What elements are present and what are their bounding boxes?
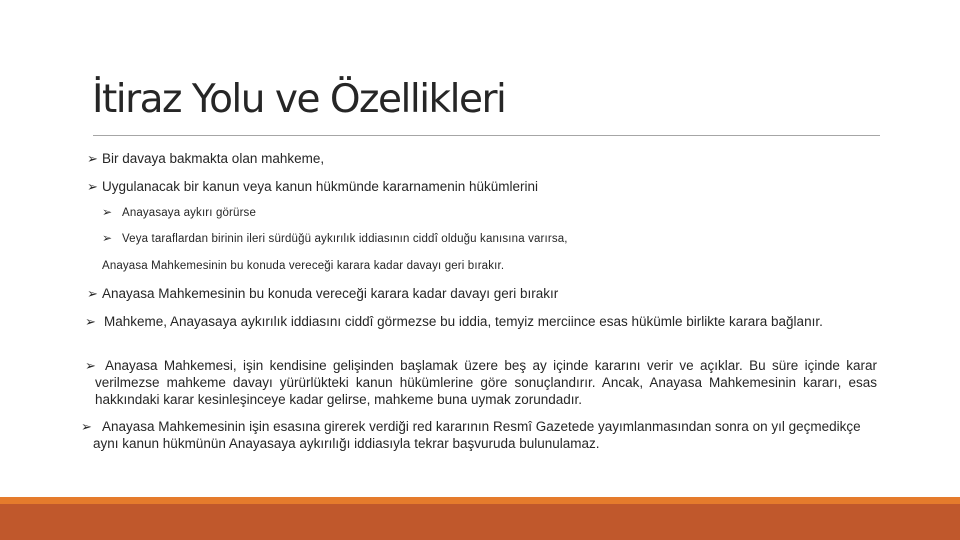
arrowhead-bullet-icon: ➢ [85, 314, 96, 329]
arrowhead-bullet-icon: ➢ [87, 151, 98, 166]
title-divider [93, 135, 880, 136]
bullet-item [87, 150, 877, 167]
arrowhead-bullet-icon: ➢ [81, 419, 92, 434]
bullet-item [87, 357, 877, 408]
bullet-item [87, 313, 879, 330]
bullet-item [87, 285, 877, 302]
bullet-text: Uygulanacak bir kanun veya kanun hükmünde kararnamenin hükümlerini [102, 179, 539, 194]
bullet-text: Mahkeme, Anayasaya aykırılık iddiasını ciddî görmezse bu iddia, temyiz merciince esas hükümle birlikte karara bağlanır. [104, 314, 823, 329]
bullet-text: Anayasa Mahkemesinin işin esasına girerek verdiği red kararının Resmî Gazetede yayımlanmasından sonra on yıl geçmedikçe aynı kanun hükmünün Anayasaya aykırılığı iddiasıyla tekrar başvuruda bulunulamaz. [93, 419, 861, 451]
bullet-text: Anayasaya aykırı görürse [122, 207, 256, 219]
footer-band [0, 504, 960, 540]
arrowhead-bullet-icon: ➢ [102, 231, 113, 245]
arrowhead-bullet-icon: ➢ [87, 286, 98, 301]
footer-accent-bar [0, 497, 960, 504]
plain-text-line [102, 258, 504, 275]
arrowhead-bullet-icon: ➢ [87, 179, 98, 194]
sub-bullet-item [102, 230, 568, 248]
bullet-item [87, 178, 877, 195]
bullet-text: Anayasa Mahkemesi, işin kendisine gelişinden başlamak üzere beş ay içinde kararını verir ve açıklar. Bu süre içinde karar verilmezse mahkeme davayı yürürlükteki kanun hükümlerine göre sonuçlandırır. Ancak, Anayasa Mahkemesinin kararı, esas hakkındaki karar kesinleşinceye kadar gelirse, mahkeme buna uymak zorundadır. [95, 358, 877, 407]
bullet-item [81, 418, 881, 452]
arrowhead-bullet-icon: ➢ [102, 205, 113, 219]
bullet-text: Anayasa Mahkemesinin bu konuda vereceği karara kadar davayı geri bırakır [102, 286, 559, 301]
slide-title: İtiraz Yolu ve Özellikleri [92, 77, 506, 122]
arrowhead-bullet-icon: ➢ [85, 358, 96, 373]
bullet-text: Bir davaya bakmakta olan mahkeme, [102, 151, 325, 166]
sub-bullet-item [102, 204, 256, 222]
bullet-text: Anayasa Mahkemesinin bu konuda vereceği karara kadar davayı geri bırakır. [102, 260, 505, 272]
bullet-text: Veya taraflardan birinin ileri sürdüğü aykırılık iddiasının ciddî olduğu kanısına varırsa, [122, 233, 568, 245]
